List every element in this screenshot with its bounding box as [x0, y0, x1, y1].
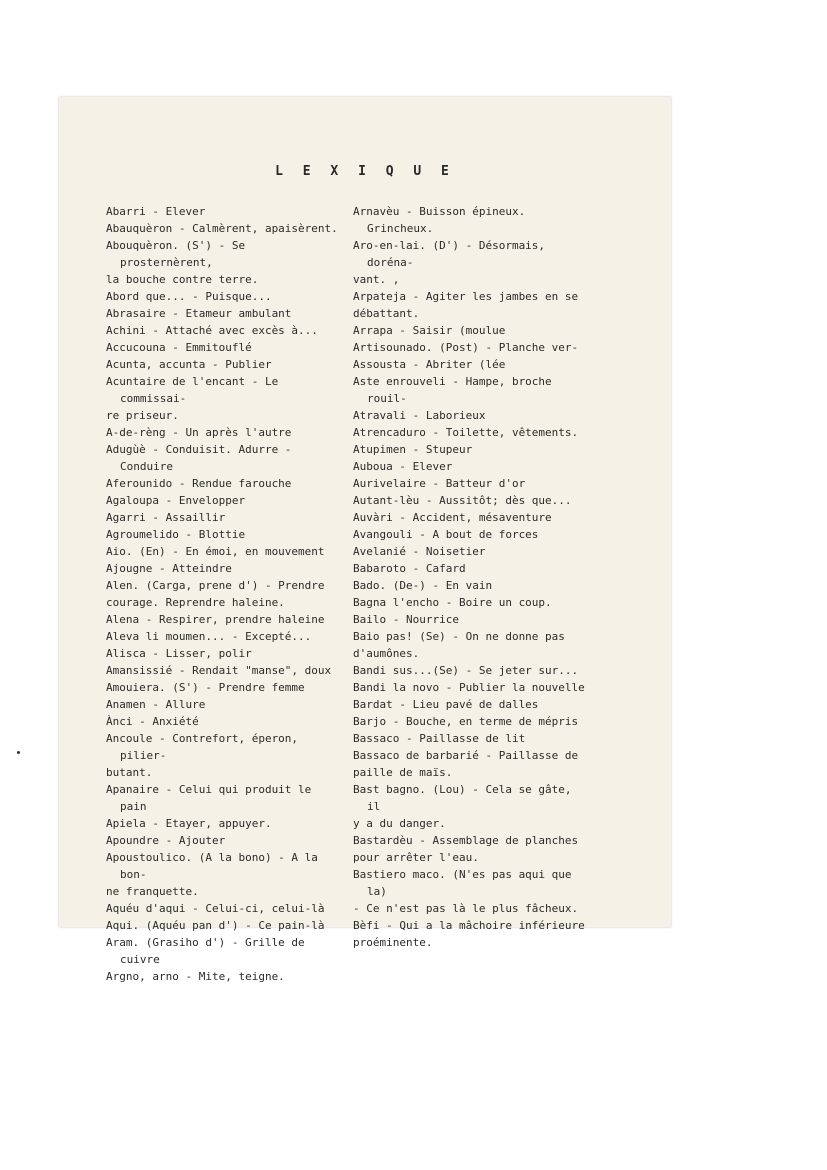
entry-line: Accucouna - Emmitouflé	[106, 341, 252, 354]
entry-line: Acuntaire de l'encant - Le commissai-	[106, 375, 279, 405]
entry-line: Amouiera. (S') - Prendre femme	[106, 681, 305, 694]
entry-line: Aquéu d'aqui - Celui-ci, celui-là	[106, 902, 325, 915]
lexicon-entry	[106, 543, 342, 560]
lexicon-entry	[106, 968, 342, 985]
entry-line: d'aumônes.	[353, 647, 420, 660]
entry-line: Aro-en-lai. (D') - Désormais, doréna-	[353, 239, 546, 269]
lexicon-entry	[353, 339, 591, 356]
entry-line: Bardat - Lieu pavé de dalles	[353, 698, 539, 711]
entry-line: Assousta - Abriter (lée	[353, 358, 506, 371]
entry-line: Ancoule - Contrefort, éperon, pilier-	[106, 732, 299, 762]
entry-line: la bouche contre terre.	[106, 273, 259, 286]
entry-line: Ànci - Anxiété	[106, 715, 199, 728]
entry-line: Aram. (Grasiho d') - Grille de cuivre	[106, 936, 305, 966]
entry-line: Apoustoulico. (A la bono) - A la bon-	[106, 851, 318, 881]
lexicon-entry	[353, 407, 591, 424]
entry-line: Alen. (Carga, prene d') - Prendre	[106, 579, 325, 592]
lexicon-entry	[106, 781, 342, 815]
entry-line: Abord que... - Puisque...	[106, 290, 272, 303]
entry-line: Bado. (De-) - En vain	[353, 579, 493, 592]
entry-line: Auboua - Elever	[353, 460, 453, 473]
lexicon-entry	[106, 611, 342, 628]
entry-line: Alena - Respirer, prendre haleine	[106, 613, 325, 626]
lexicon-entry	[106, 441, 342, 475]
lexicon-entry	[353, 509, 591, 526]
entry-line: Barjo - Bouche, en terme de mépris	[353, 715, 579, 728]
lexicon-entry	[353, 577, 591, 594]
entry-line: Auvàri - Accident, mésaventure	[353, 511, 552, 524]
entry-line: Bagna l'encho - Boire un coup.	[353, 596, 552, 609]
entry-line: Avangouli - A bout de forces	[353, 528, 539, 541]
entry-line: paille de maïs.	[353, 766, 453, 779]
lexicon-entry	[353, 492, 591, 509]
entry-line: ne franquette.	[106, 885, 199, 898]
document-page	[59, 97, 671, 983]
lexicon-entry	[353, 832, 591, 866]
entry-line: butant.	[106, 766, 153, 779]
entry-line: Agroumelido - Blottie	[106, 528, 246, 541]
lexicon-entry	[106, 356, 342, 373]
right-column	[353, 203, 591, 951]
entry-line: Acunta, accunta - Publier	[106, 358, 272, 371]
entry-line: Arpateja - Agiter les jambes en se	[353, 290, 579, 303]
entry-line: Bassaco - Paillasse de lit	[353, 732, 526, 745]
entry-line: Aleva li moumen... - Excepté...	[106, 630, 312, 643]
entry-line: Bast bagno. (Lou) - Cela se gâte, il	[353, 783, 572, 813]
entry-line: vant. ,	[353, 273, 400, 286]
entry-line: Bastiero maco. (N'es pas aqui que la)	[353, 868, 572, 898]
entry-line: Agarri - Assaillir	[106, 511, 226, 524]
entry-line: Anamen - Allure	[106, 698, 206, 711]
lexicon-entry	[106, 696, 342, 713]
lexicon-entry	[106, 815, 342, 832]
entry-line: Bèfi - Qui a la mâchoire inférieure	[353, 919, 585, 932]
entry-line: Bastardèu - Assemblage de planches	[353, 834, 579, 847]
entry-line: Bailo - Nourrice	[353, 613, 459, 626]
entry-line: Achini - Attaché avec excès à...	[106, 324, 318, 337]
lexicon-entry	[106, 475, 342, 492]
entry-line: Bandi la novo - Publier la nouvelle	[353, 681, 585, 694]
lexicon-entry	[353, 237, 591, 288]
entry-line: Atrencaduro - Toilette, vêtements.	[353, 426, 579, 439]
lexicon-entry	[106, 424, 342, 441]
lexicon-entry	[353, 526, 591, 543]
entry-line: Aio. (En) - En émoi, en mouvement	[106, 545, 325, 558]
entry-line: - Ce n'est pas là le plus fâcheux.	[353, 902, 579, 915]
lexicon-entry	[106, 237, 342, 288]
lexicon-entry	[353, 594, 591, 611]
lexicon-entry	[106, 917, 342, 934]
lexicon-entry	[353, 475, 591, 492]
entry-line: Aste enrouveli - Hampe, broche rouil-	[353, 375, 552, 405]
lexicon-entry	[106, 322, 342, 339]
margin-dot	[17, 751, 20, 754]
entry-line: Bandi sus...(Se) - Se jeter sur...	[353, 664, 579, 677]
lexicon-entry	[106, 662, 342, 679]
entry-line: proéminente.	[353, 936, 433, 949]
entry-line: Aqui. (Aquéu pan d') - Ce pain-là	[106, 919, 325, 932]
lexicon-entry	[353, 611, 591, 628]
entry-line: Apanaire - Celui qui produit le pain	[106, 783, 312, 813]
entry-line: Aferounido - Rendue farouche	[106, 477, 292, 490]
entry-line: Bassaco de barbarié - Paillasse de	[353, 749, 579, 762]
entry-line: Atupimen - Stupeur	[353, 443, 473, 456]
lexicon-entry	[106, 900, 342, 917]
lexicon-entry	[353, 288, 591, 322]
entry-line: Alisca - Lisser, polir	[106, 647, 252, 660]
lexicon-entry	[106, 730, 342, 781]
lexicon-entry	[106, 305, 342, 322]
lexicon-entry	[106, 713, 342, 730]
lexicon-entry	[106, 339, 342, 356]
entry-line: débattant.	[353, 307, 420, 320]
lexicon-entry	[106, 220, 342, 237]
entry-line: Abouquèron. (S') - Se prosternèrent,	[106, 239, 246, 269]
lexicon-entry	[106, 849, 342, 900]
lexicon-entry	[353, 730, 591, 747]
lexicon-entry	[106, 832, 342, 849]
entry-line: Argno, arno - Mite, teigne.	[106, 970, 285, 983]
lexicon-entry	[353, 662, 591, 679]
entry-line: A-de-rèng - Un après l'autre	[106, 426, 292, 439]
lexicon-entry	[353, 322, 591, 339]
lexicon-entry	[106, 373, 342, 424]
lexicon-entry	[353, 203, 591, 237]
entry-line: y a du danger.	[353, 817, 446, 830]
entry-line: Aurivelaire - Batteur d'or	[353, 477, 526, 490]
lexicon-entry	[353, 866, 591, 917]
lexicon-entry	[106, 679, 342, 696]
entry-line: Babaroto - Cafard	[353, 562, 466, 575]
lexicon-entry	[353, 424, 591, 441]
entry-line: Avelanié - Noisetier	[353, 545, 486, 558]
lexicon-entry	[106, 934, 342, 968]
lexicon-entry	[353, 458, 591, 475]
lexicon-entry	[106, 577, 342, 611]
entry-line: pour arrêter l'eau.	[353, 851, 479, 864]
lexicon-entry	[353, 560, 591, 577]
lexicon-entry	[106, 560, 342, 577]
entry-line: Amansissié - Rendait "manse", doux	[106, 664, 332, 677]
lexicon-entry	[353, 356, 591, 373]
entry-line: Abarri - Elever	[106, 205, 206, 218]
left-column	[106, 203, 342, 985]
lexicon-entry	[353, 373, 591, 407]
entry-line: Baio pas! (Se) - On ne donne pas	[353, 630, 565, 643]
entry-line: Arnavèu - Buisson épineux. Grincheux.	[353, 205, 526, 235]
lexicon-entry	[353, 679, 591, 696]
lexicon-entry	[106, 526, 342, 543]
entry-line: Ajougne - Atteindre	[106, 562, 232, 575]
lexicon-entry	[353, 696, 591, 713]
lexicon-entry	[353, 543, 591, 560]
entry-line: Arrapa - Saisir (moulue	[353, 324, 506, 337]
page-title: L E X I Q U E	[275, 164, 455, 179]
lexicon-entry	[353, 628, 591, 662]
lexicon-entry	[353, 713, 591, 730]
lexicon-entry	[106, 492, 342, 509]
lexicon-entry	[106, 509, 342, 526]
lexicon-entry	[106, 203, 342, 220]
entry-line: Adugùè - Conduisit. Adurre - Conduire	[106, 443, 292, 473]
lexicon-entry	[353, 917, 591, 951]
lexicon-entry	[353, 441, 591, 458]
entry-line: Atravali - Laborieux	[353, 409, 486, 422]
entry-line: Apoundre - Ajouter	[106, 834, 226, 847]
lexicon-entry	[106, 288, 342, 305]
entry-line: Abrasaire - Etameur ambulant	[106, 307, 292, 320]
entry-line: courage. Reprendre haleine.	[106, 596, 285, 609]
lexicon-entry	[353, 781, 591, 832]
entry-line: Abauquèron - Calmèrent, apaisèrent.	[106, 222, 338, 235]
entry-line: Artisounado. (Post) - Planche ver-	[353, 341, 579, 354]
entry-line: Agaloupa - Envelopper	[106, 494, 246, 507]
entry-line: re priseur.	[106, 409, 179, 422]
lexicon-entry	[353, 747, 591, 781]
entry-line: Apiela - Etayer, appuyer.	[106, 817, 272, 830]
lexicon-entry	[106, 645, 342, 662]
lexicon-entry	[106, 628, 342, 645]
entry-line: Autant-lèu - Aussitôt; dès que...	[353, 494, 572, 507]
